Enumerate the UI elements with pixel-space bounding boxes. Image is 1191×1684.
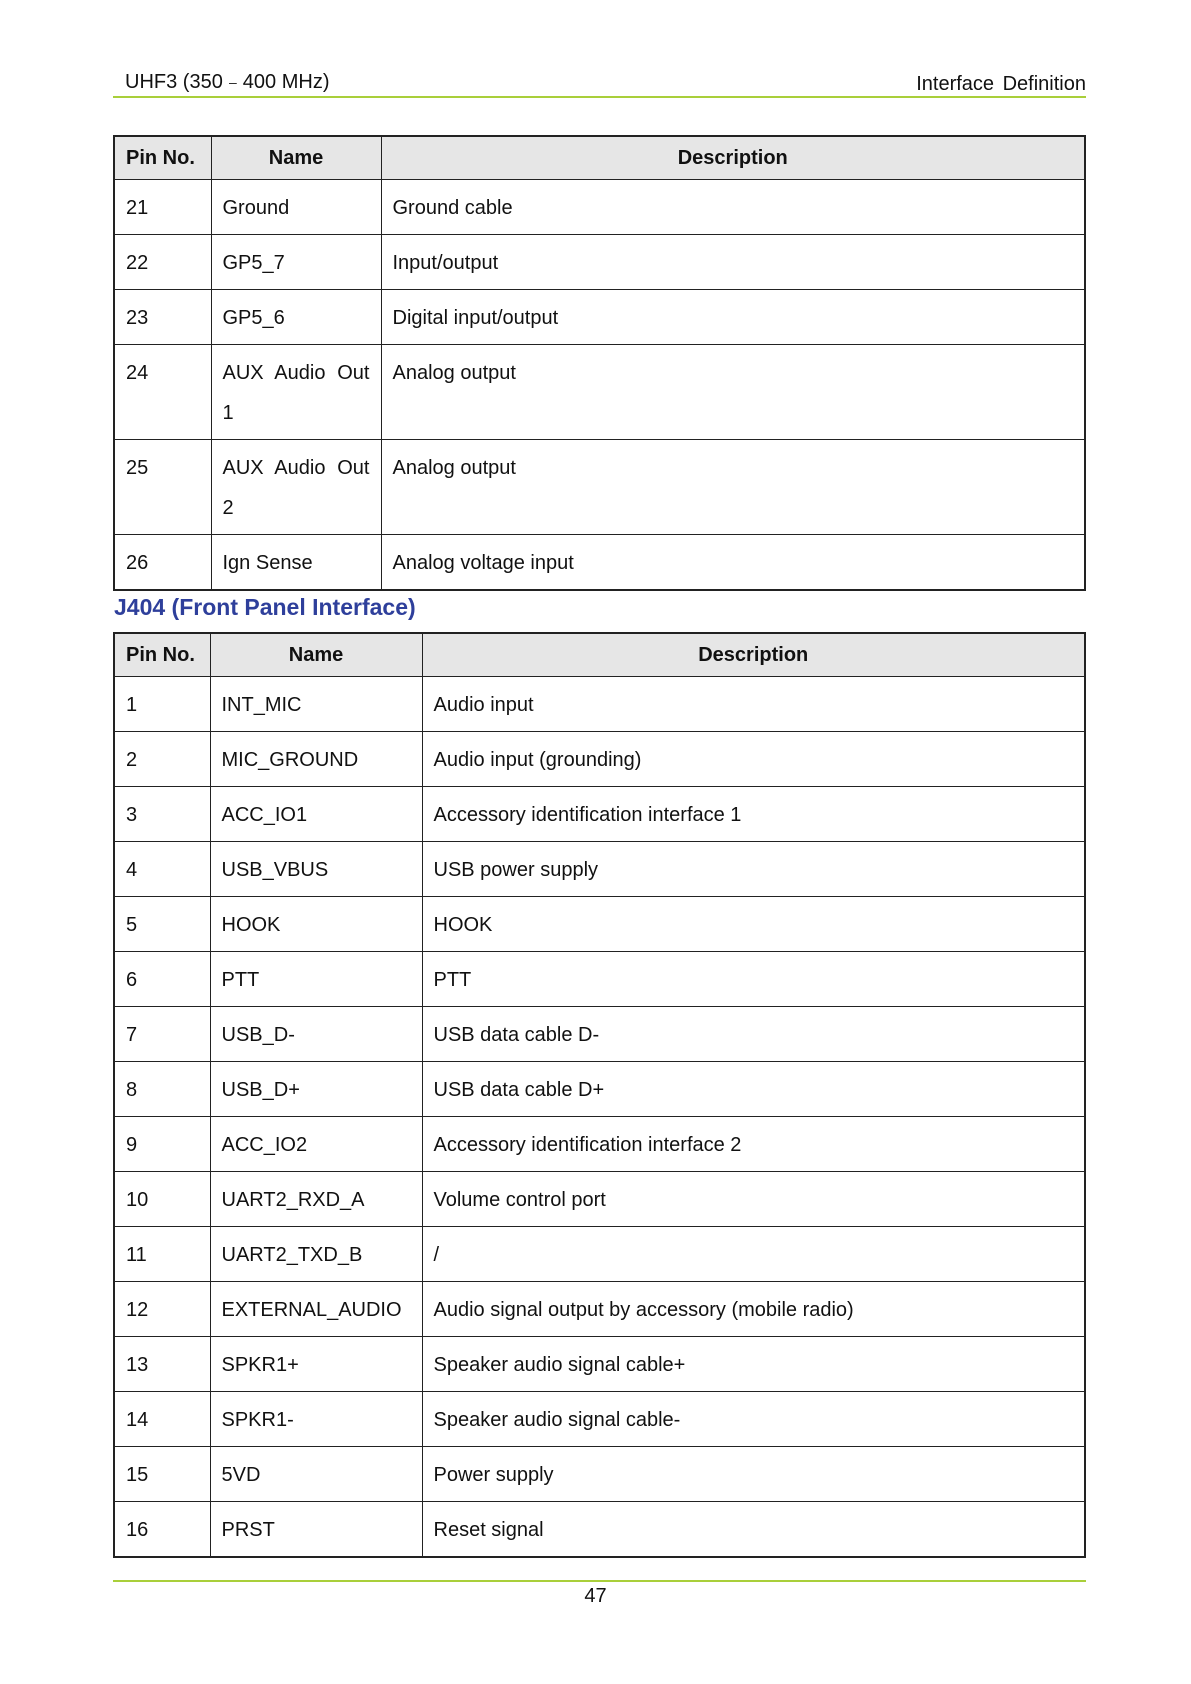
header-rule bbox=[113, 96, 1086, 98]
name-cell: USB_D- bbox=[210, 1007, 422, 1062]
table-row bbox=[114, 345, 1085, 440]
pin-cell: 8 bbox=[114, 1062, 210, 1117]
description-cell: Power supply bbox=[422, 1447, 1085, 1502]
description-cell: / bbox=[422, 1227, 1085, 1282]
pin-cell: 6 bbox=[114, 952, 210, 1007]
description-cell: USB data cable D+ bbox=[422, 1062, 1085, 1117]
description-cell: Audio input bbox=[422, 677, 1085, 732]
name-cell: ACC_IO1 bbox=[210, 787, 422, 842]
name-cell: GP5_6 bbox=[211, 290, 381, 345]
column-header-pin: Pin No. bbox=[114, 633, 210, 677]
description-cell: PTT bbox=[422, 952, 1085, 1007]
table-row bbox=[114, 1282, 1085, 1337]
table-row bbox=[114, 787, 1085, 842]
name-cell: GP5_7 bbox=[211, 235, 381, 290]
table-row bbox=[114, 732, 1085, 787]
table-row bbox=[114, 1062, 1085, 1117]
pin-cell: 2 bbox=[114, 732, 210, 787]
table-row bbox=[114, 1337, 1085, 1392]
name-cell: AUX Audio Out 1 bbox=[211, 345, 381, 440]
name-cell: ACC_IO2 bbox=[210, 1117, 422, 1172]
name-cell: UART2_RXD_A bbox=[210, 1172, 422, 1227]
column-header-description: Description bbox=[381, 136, 1085, 180]
footer-rule bbox=[113, 1580, 1086, 1582]
description-cell: Audio input (grounding) bbox=[422, 732, 1085, 787]
name-cell: AUX Audio Out 2 bbox=[211, 440, 381, 535]
table-row bbox=[114, 1007, 1085, 1062]
table-row bbox=[114, 1502, 1085, 1558]
pin-cell: 4 bbox=[114, 842, 210, 897]
pin-cell: 3 bbox=[114, 787, 210, 842]
pin-cell: 16 bbox=[114, 1502, 210, 1558]
pin-cell: 23 bbox=[114, 290, 211, 345]
description-cell: Ground cable bbox=[381, 180, 1085, 235]
description-cell: Speaker audio signal cable- bbox=[422, 1392, 1085, 1447]
description-cell: Digital input/output bbox=[381, 290, 1085, 345]
description-cell: Accessory identification interface 1 bbox=[422, 787, 1085, 842]
description-cell: USB data cable D- bbox=[422, 1007, 1085, 1062]
name-cell: Ground bbox=[211, 180, 381, 235]
description-cell: Analog output bbox=[381, 440, 1085, 535]
pin-cell: 10 bbox=[114, 1172, 210, 1227]
table-row bbox=[114, 897, 1085, 952]
description-cell: Reset signal bbox=[422, 1502, 1085, 1558]
name-cell: MIC_GROUND bbox=[210, 732, 422, 787]
table-row bbox=[114, 1447, 1085, 1502]
pin-cell: 9 bbox=[114, 1117, 210, 1172]
description-cell: USB power supply bbox=[422, 842, 1085, 897]
table-row bbox=[114, 235, 1085, 290]
page-number: 47 bbox=[584, 1585, 607, 1607]
pin-table-front-panel bbox=[113, 632, 1086, 1558]
description-cell: Input/output bbox=[381, 235, 1085, 290]
name-cell: PTT bbox=[210, 952, 422, 1007]
pin-cell: 7 bbox=[114, 1007, 210, 1062]
name-cell: HOOK bbox=[210, 897, 422, 952]
pin-cell: 11 bbox=[114, 1227, 210, 1282]
name-cell: Ign Sense bbox=[211, 535, 381, 591]
description-cell: Volume control port bbox=[422, 1172, 1085, 1227]
description-cell: Accessory identification interface 2 bbox=[422, 1117, 1085, 1172]
column-header-name: Name bbox=[210, 633, 422, 677]
table-row bbox=[114, 1117, 1085, 1172]
pin-cell: 12 bbox=[114, 1282, 210, 1337]
name-cell: UART2_TXD_B bbox=[210, 1227, 422, 1282]
description-cell: Speaker audio signal cable+ bbox=[422, 1337, 1085, 1392]
pin-cell: 22 bbox=[114, 235, 211, 290]
table-row bbox=[114, 677, 1085, 732]
table-row bbox=[114, 1392, 1085, 1447]
name-cell: 5VD bbox=[210, 1447, 422, 1502]
description-cell: Audio signal output by accessory (mobile radio) bbox=[422, 1282, 1085, 1337]
pin-cell: 24 bbox=[114, 345, 211, 440]
name-cell: INT_MIC bbox=[210, 677, 422, 732]
pin-cell: 25 bbox=[114, 440, 211, 535]
name-cell: SPKR1+ bbox=[210, 1337, 422, 1392]
name-cell: PRST bbox=[210, 1502, 422, 1558]
pin-cell: 1 bbox=[114, 677, 210, 732]
table-row bbox=[114, 952, 1085, 1007]
table-row bbox=[114, 440, 1085, 535]
table-row bbox=[114, 1172, 1085, 1227]
pin-cell: 26 bbox=[114, 535, 211, 591]
column-header-name: Name bbox=[211, 136, 381, 180]
pin-cell: 5 bbox=[114, 897, 210, 952]
header-doc-title: UHF3 (350﹣400 MHz) bbox=[125, 71, 330, 93]
name-cell: EXTERNAL_AUDIO bbox=[210, 1282, 422, 1337]
pin-cell: 15 bbox=[114, 1447, 210, 1502]
description-cell: HOOK bbox=[422, 897, 1085, 952]
name-cell: USB_VBUS bbox=[210, 842, 422, 897]
table-row bbox=[114, 535, 1085, 591]
description-cell: Analog output bbox=[381, 345, 1085, 440]
table-header-row bbox=[114, 633, 1085, 677]
column-header-description: Description bbox=[422, 633, 1085, 677]
name-cell: SPKR1- bbox=[210, 1392, 422, 1447]
column-header-pin: Pin No. bbox=[114, 136, 211, 180]
table-row bbox=[114, 180, 1085, 235]
name-cell: USB_D+ bbox=[210, 1062, 422, 1117]
section-heading: J404 (Front Panel Interface) bbox=[114, 594, 416, 620]
table-row bbox=[114, 842, 1085, 897]
pin-cell: 21 bbox=[114, 180, 211, 235]
header-section-title: Interface Definition bbox=[916, 73, 1086, 95]
table-row bbox=[114, 290, 1085, 345]
pin-cell: 13 bbox=[114, 1337, 210, 1392]
pin-cell: 14 bbox=[114, 1392, 210, 1447]
table-header-row bbox=[114, 136, 1085, 180]
description-cell: Analog voltage input bbox=[381, 535, 1085, 591]
pin-table-continued bbox=[113, 135, 1086, 591]
table-row bbox=[114, 1227, 1085, 1282]
